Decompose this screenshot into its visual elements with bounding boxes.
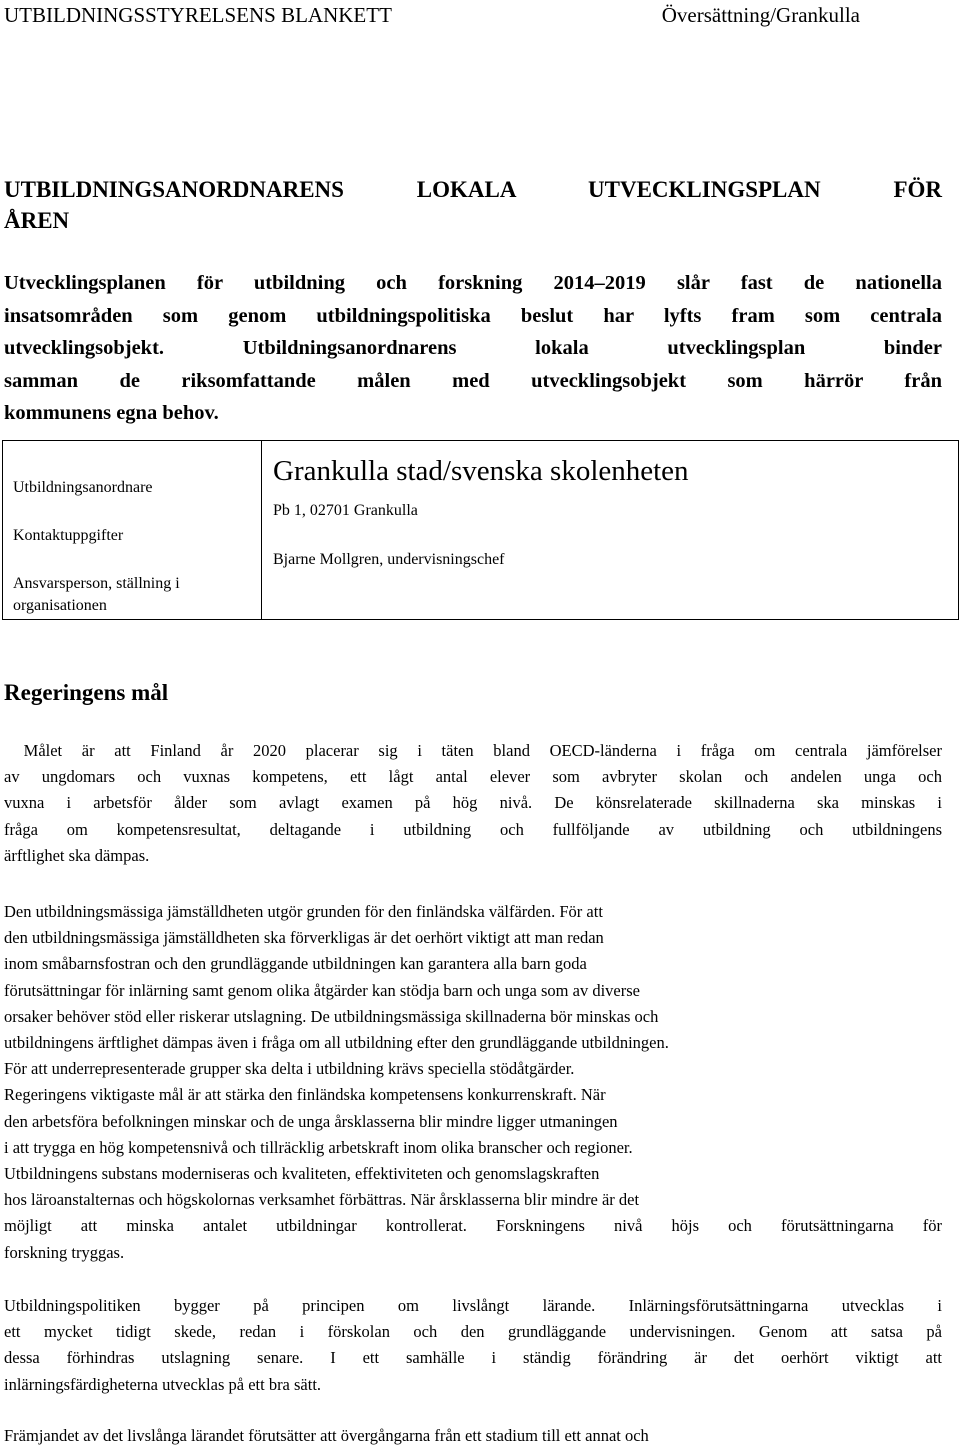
text-line: forskning tryggas. [4, 1242, 125, 1262]
document-title [4, 174, 942, 236]
paragraph-equality [4, 899, 942, 1266]
paragraph-transitions [4, 1423, 942, 1449]
text-line: inlärningsfärdigheterna utvecklas på ett bra sätt. [4, 1374, 322, 1394]
text-line: orsaker behöver stöd eller riskerar utslagning. De utbildningsmässiga skillnaderna bör minskas och [4, 1006, 659, 1026]
text-line: hos läroanstalternas och högskolornas verksamhet förbättras. När årsklasserna blir mindre är det [4, 1190, 640, 1210]
intro-line: Utvecklingsplanen för utbildning och forskning 2014–2019 slår fast de nationella [4, 272, 942, 294]
label-responsible-line1: Ansvarsperson, ställning i [13, 575, 180, 592]
text-line: Främjandet av det livslånga lärandet förutsätter att övergångarna från ett stadium till ett annat och [4, 1426, 649, 1445]
intro-line: kommunens egna behov. [4, 402, 219, 424]
text-line: Utbildningens substans moderniseras och kvaliteten, effektiviteten och genomslagskraften [4, 1164, 600, 1184]
paragraph-lifelong-learning [4, 1293, 942, 1398]
paragraph-goals [4, 738, 942, 869]
text-line: utbildningens ärftlighet dämpas även i fråga om all utbildning efter den grundläggande utbildningen. [4, 1033, 669, 1053]
section-heading: Regeringens mål [4, 680, 169, 705]
document-title-line1: UTBILDNINGSANORDNARENS LOKALA UTVECKLINGSPLAN FÖR [4, 177, 942, 202]
text-line: Utbildningspolitiken bygger på principen om livslångt lärande. Inlärningsförutsättningarna utvecklas i [4, 1296, 942, 1315]
text-line: vuxna i arbetsför ålder som avlagt examen på hög nivå. De könsrelaterade skillnaderna ska minskas i [4, 793, 942, 813]
text-line: ett mycket tidigt skede, redan i förskolan och den grundläggande undervisningen. Genom att satsa på [4, 1322, 942, 1342]
text-line: Regeringens viktigaste mål är att stärka den finländska kompetensens konkurrenskraft. När [4, 1085, 606, 1105]
intro-line: utvecklingsobjekt. Utbildningsanordnarens lokala utvecklingsplan binder [4, 337, 942, 359]
text-line: av ungdomars och vuxnas kompetens, ett lågt antal elever som avbryter skolan och andelen unga och [4, 767, 942, 787]
text-line: För att underrepresenterade grupper ska delta i utbildning krävs speciella stödåtgärder. [4, 1059, 575, 1079]
text-line: den arbetsföra befolkningen minskar och de unga årsklasserna blir mindre ligger utmaningen [4, 1111, 618, 1131]
intro-line: insatsområden som genom utbildningspolitiska beslut har lyfts fram som centrala [4, 304, 942, 327]
label-provider: Utbildningsanordnare [13, 479, 153, 496]
text-line: ärftlighet ska dämpas. [4, 845, 150, 865]
form-header-left: UTBILDNINGSSTYRELSENS BLANKETT [4, 3, 392, 27]
intro-paragraph [4, 267, 942, 430]
text-line: förutsättningar för inlärning samt genom olika åtgärder kan stödja barn och unga som av diverse [4, 980, 640, 1000]
contact-details: Pb 1, 02701 Grankulla [273, 502, 418, 519]
label-responsible-line2: organisationen [13, 597, 107, 614]
text-line: Den utbildningsmässiga jämställdheten utgör grunden för den finländska välfärden. För att [4, 902, 603, 921]
text-line: den utbildningsmässiga jämställdheten ska förverkligas är det oerhört viktigt att man redan [4, 928, 604, 948]
text-line: Målet är att Finland år 2020 placerar sig i täten bland OECD-länderna i fråga om centrala jämförelser [4, 741, 942, 760]
responsible-person: Bjarne Mollgren, undervisningschef [273, 551, 505, 568]
label-contact: Kontaktuppgifter [13, 527, 124, 544]
text-line: dessa förhindras utslagning senare. I ett samhälle i ständig förändring är det oerhört viktigt att [4, 1348, 942, 1368]
text-line: möjligt att minska antalet utbildningar kontrollerat. Forskningens nivå höjs och förutsättningarna för [4, 1216, 942, 1236]
provider-info-labels [3, 441, 262, 619]
intro-line: samman de riksomfattande målen med utvecklingsobjekt som härrör från [4, 369, 942, 392]
text-line: inom småbarnsfostran och den grundläggande utbildningen kan garantera alla barn goda [4, 954, 587, 974]
provider-name: Grankulla stad/svenska skolenheten [273, 455, 689, 487]
text-line: fråga om kompetensresultat, deltagande i utbildning och fullföljande av utbildning och utbildningens [4, 819, 942, 839]
provider-info-table [2, 440, 959, 620]
text-line: i att trygga en hög kompetensnivå och tillräcklig arbetskraft inom olika branscher och regioner. [4, 1137, 633, 1157]
document-title-line2: ÅREN [4, 208, 70, 233]
form-header-right: Översättning/Grankulla [661, 3, 860, 27]
